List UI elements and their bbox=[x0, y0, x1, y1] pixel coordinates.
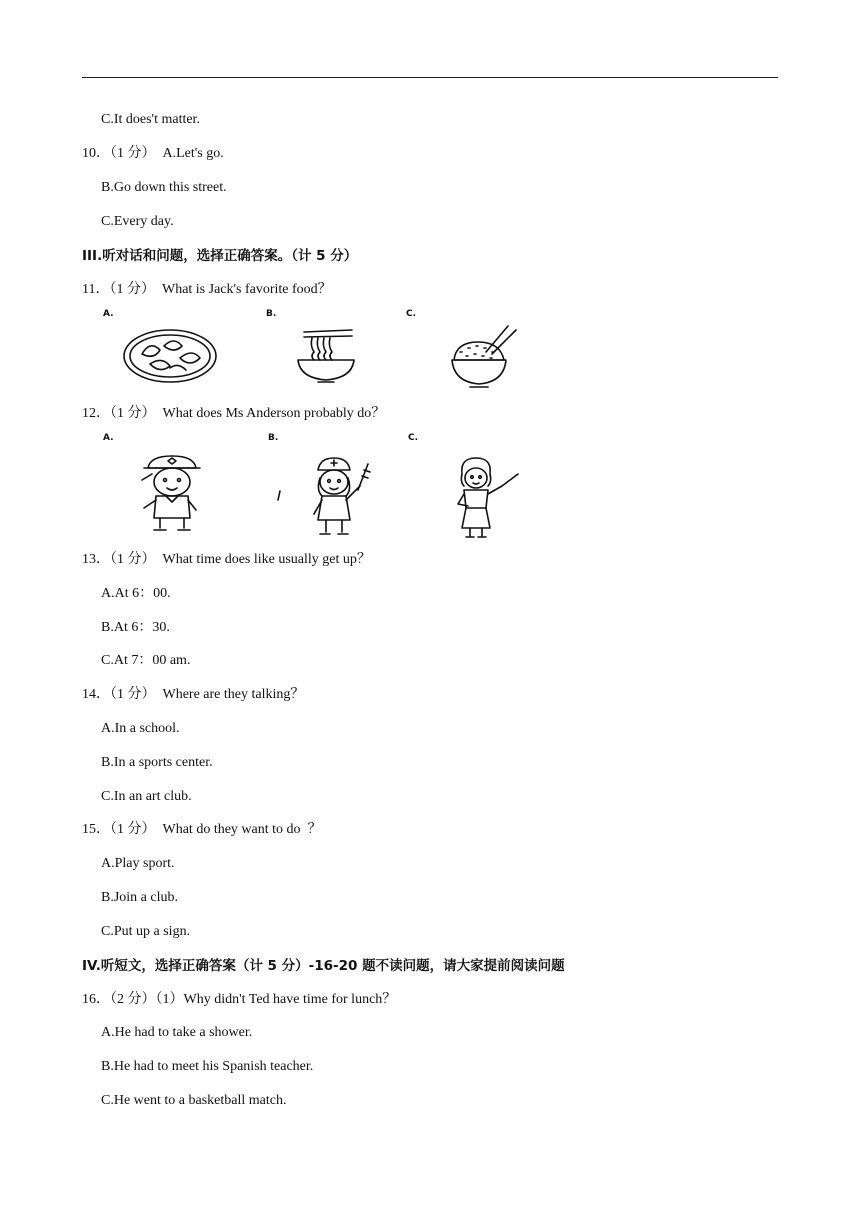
q14-stem: 14．（1 分） Where are they talking？ bbox=[82, 687, 305, 702]
q16-option-c: C.He went to a basketball match. bbox=[101, 1093, 287, 1108]
q16-option-a: A.He had to take a shower. bbox=[101, 1025, 253, 1040]
q9-option-c: C.It does't matter. bbox=[101, 112, 200, 127]
stray-tick-mark bbox=[276, 490, 282, 502]
q12-pic-label-a: A. bbox=[103, 433, 114, 443]
q11-stem: 11．（1 分） What is Jack's favorite food？ bbox=[82, 282, 332, 297]
q12-pic-label-c: C. bbox=[408, 433, 419, 443]
section-4-heading: IV.听短文，选择正确答案（计 5 分）-16-20 题不读问题，请大家提前阅读问题 bbox=[82, 958, 565, 974]
header-rule bbox=[82, 77, 778, 78]
q15-option-a: A.Play sport. bbox=[101, 856, 175, 871]
q15-stem: 15．（1 分） What do they want to do ？ bbox=[82, 822, 322, 837]
q16-option-b: B.He had to meet his Spanish teacher. bbox=[101, 1059, 314, 1074]
q11-pic-label-c: C. bbox=[406, 309, 417, 319]
q16-stem: 16．（2 分）（1）Why didn't Ted have time for lunch？ bbox=[82, 992, 397, 1007]
q12-stem: 12．（1 分） What does Ms Anderson probably do？ bbox=[82, 406, 386, 421]
q15-option-c: C.Put up a sign. bbox=[101, 924, 191, 939]
q10-stem: 10．（1 分） A.Let's go. bbox=[82, 146, 224, 161]
rice-bowl-icon bbox=[446, 322, 520, 390]
q14-option-a: A.In a school. bbox=[101, 721, 180, 736]
q11-pic-label-b: B. bbox=[266, 309, 277, 319]
police-officer-icon bbox=[134, 452, 210, 534]
q10-option-b: B.Go down this street. bbox=[101, 180, 227, 195]
q14-option-c: C.In an art club. bbox=[101, 789, 192, 804]
nurse-icon bbox=[304, 456, 378, 538]
q12-pic-label-b: B. bbox=[268, 433, 279, 443]
q10-option-c: C.Every day. bbox=[101, 214, 174, 229]
q13-option-a: A.At 6：00. bbox=[101, 586, 171, 601]
noodles-bowl-icon bbox=[294, 326, 358, 386]
teacher-icon bbox=[448, 456, 522, 540]
section-3-heading: III.听对话和问题，选择正确答案。（计 5 分） bbox=[82, 248, 358, 264]
q13-option-c: C.At 7：00 am. bbox=[101, 653, 191, 668]
q11-pic-label-a: A. bbox=[103, 309, 114, 319]
q13-option-b: B.At 6：30. bbox=[101, 620, 170, 635]
dumplings-icon bbox=[120, 326, 220, 386]
q14-option-b: B.In a sports center. bbox=[101, 755, 213, 770]
q15-option-b: B.Join a club. bbox=[101, 890, 178, 905]
q13-stem: 13．（1 分） What time does like usually get up？ bbox=[82, 552, 371, 567]
